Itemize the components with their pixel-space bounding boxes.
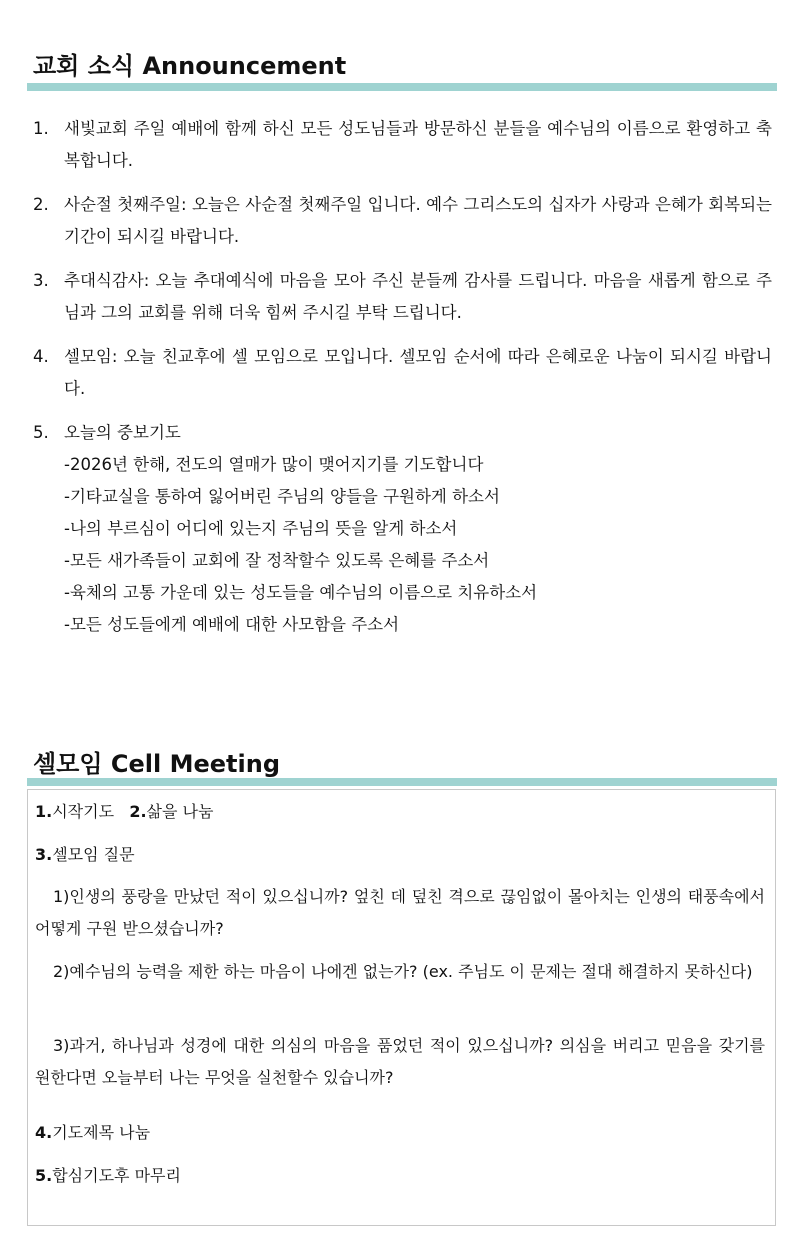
- step-number: 2.: [129, 802, 147, 821]
- cell-question: 1)인생의 풍랑을 만났던 적이 있으십니까? 엎친 데 덮친 격으로 끊임없이 몰아치는 인생의 태풍속에서 어떻게 구원 받으셨습니까?: [35, 887, 765, 938]
- cell-question: 2)예수님의 능력을 제한 하는 마음이 나에겐 없는가? (ex. 주님도 이 문제는 절대 해결하지 못하신다): [53, 962, 753, 981]
- step-text: 합심기도후 마무리: [52, 1166, 181, 1185]
- item-text: 새빛교회 주일 예배에 함께 하신 모든 성도님들과 방문하신 분들을 예수님의 이름으로 환영하고 축복합니다.: [64, 119, 772, 170]
- announcement-item: [0, 113, 798, 177]
- cell-step-3: [35, 839, 765, 871]
- step-text: 시작기도: [52, 802, 115, 821]
- announcement-divider: [27, 83, 777, 91]
- announcement-title: 교회 소식 Announcement: [33, 52, 347, 80]
- cell-step-5: [35, 1160, 765, 1192]
- announcement-item: [0, 265, 798, 329]
- item-number: 3.: [33, 271, 49, 290]
- item-text: 추대식감사: 오늘 추대예식에 마음을 모아 주신 분들께 감사를 드립니다. 마음을 새롭게 함으로 주님과 그의 교회를 위해 더욱 힘써 주시길 부탁 드립니다.: [64, 271, 772, 322]
- cell-meeting-divider: [27, 778, 777, 786]
- prayer-line: -모든 새가족들이 교회에 잘 정착할수 있도록 은혜를 주소서: [64, 551, 490, 570]
- cell-meeting-box: [27, 789, 776, 1226]
- cell-meeting-title: 셀모임 Cell Meeting: [33, 750, 281, 778]
- prayer-title: 오늘의 중보기도: [64, 423, 181, 442]
- prayer-line: -기타교실을 통하여 잃어버린 주님의 양들을 구원하게 하소서: [64, 487, 500, 506]
- step-number: 4.: [35, 1123, 53, 1142]
- step-number: 5.: [35, 1166, 53, 1185]
- prayer-line: -2026년 한해, 전도의 열매가 많이 맺어지기를 기도합니다: [64, 455, 484, 474]
- cell-question: 3)과거, 하나님과 성경에 대한 의심의 마음을 품었던 적이 있으십니까? 의심을 버리고 믿음을 갖기를 원한다면 오늘부터 나는 무엇을 실천할수 있습니까?: [35, 1036, 765, 1087]
- item-number: 2.: [33, 195, 49, 214]
- step-text: 삶을 나눔: [146, 802, 214, 821]
- prayer-line: -나의 부르심이 어디에 있는지 주님의 뜻을 알게 하소서: [64, 519, 458, 538]
- item-number: 5.: [33, 423, 49, 442]
- announcement-item: [0, 189, 798, 253]
- step-text: 셀모임 질문: [52, 845, 135, 864]
- item-text: 사순절 첫째주일: 오늘은 사순절 첫째주일 입니다. 예수 그리스도의 십자가 사랑과 은혜가 회복되는 기간이 되시길 바랍니다.: [64, 195, 772, 246]
- item-text: 셀모임: 오늘 친교후에 셀 모임으로 모입니다. 셀모임 순서에 따라 은혜로운 나눔이 되시길 바랍니다.: [64, 347, 772, 398]
- cell-step-1-2: [35, 796, 765, 828]
- cell-step-4: [35, 1117, 765, 1149]
- item-number: 4.: [33, 347, 49, 366]
- step-number: 3.: [35, 845, 53, 864]
- announcement-item: [0, 341, 798, 405]
- prayer-line: -육체의 고통 가운데 있는 성도들을 예수님의 이름으로 치유하소서: [64, 583, 538, 602]
- prayer-list: [64, 449, 772, 641]
- item-number: 1.: [33, 119, 49, 138]
- step-text: 기도제목 나눔: [52, 1123, 151, 1142]
- prayer-item: [0, 417, 798, 641]
- announcement-list: [0, 113, 798, 653]
- prayer-line: -모든 성도들에게 예배에 대한 사모함을 주소서: [64, 615, 400, 634]
- step-number: 1.: [35, 802, 53, 821]
